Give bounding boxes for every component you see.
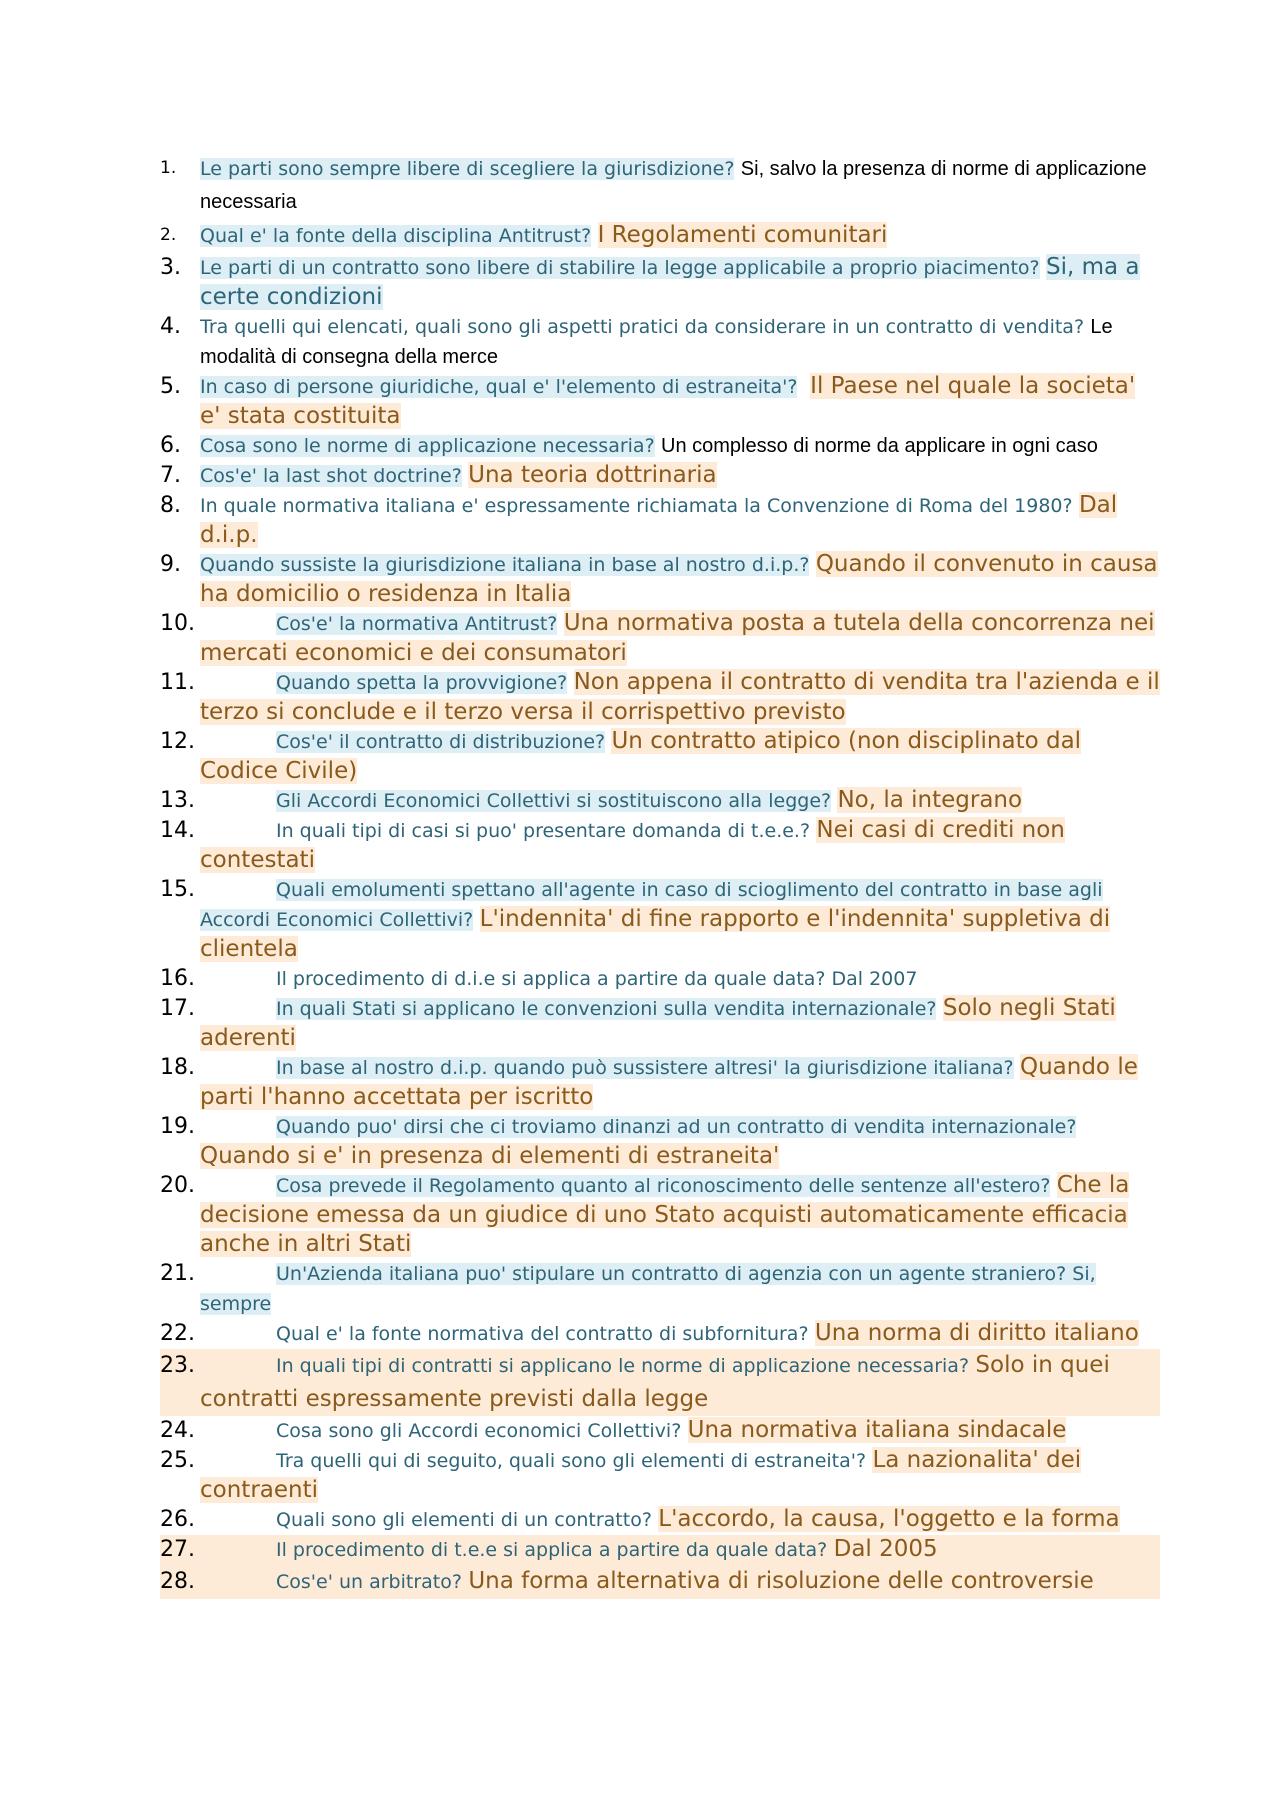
item-number: 5. (160, 374, 181, 399)
answer-text: Che la decisione emessa da un giudice di uno Stato acquisti automaticamente efficacia anche in altri Stati (200, 1172, 1130, 1257)
item-number: 1. (160, 158, 177, 178)
question-text: Cos'e' la last shot doctrine? (200, 465, 462, 487)
answer-text: Una norma di diritto italiano (814, 1320, 1139, 1346)
question-text: Qual e' la fonte normativa del contratto di subfornitura? (276, 1323, 809, 1345)
answer-text: Un contratto atipico (non disciplinato dal Codice Civile) (200, 728, 1082, 784)
answer-text: Quando le parti l'hanno accettata per iscritto (200, 1054, 1138, 1110)
question-text: Il procedimento di d.i.e si applica a partire da quale data? Dal 2007 (276, 968, 918, 990)
list-item (160, 816, 1160, 875)
list-item (160, 491, 1160, 550)
item-number: 18. (160, 1055, 195, 1080)
list-item (160, 1112, 1160, 1171)
list-item (160, 668, 1160, 727)
list-item (160, 1259, 1160, 1319)
answer-text: Dal d.i.p. (200, 492, 1118, 548)
item-number: 9. (160, 552, 181, 577)
item-number: 20. (160, 1173, 195, 1198)
answer-text: Si, salvo la presenza di norme di applicazione necessaria (200, 158, 1147, 213)
item-number: 3. (160, 255, 181, 280)
question-text: Tra quelli qui elencati, quali sono gli aspetti pratici da considerare in un contratto di vendita? (200, 316, 1085, 338)
answer-text: Il Paese nel quale la societa' e' stata costituita (200, 373, 1136, 429)
question-text: Il procedimento di t.e.e si applica a partire da quale data? (276, 1539, 828, 1561)
answer-text: Solo in quei contratti espressamente previsti dalla legge (200, 1352, 1110, 1412)
item-number: 23. (160, 1353, 195, 1378)
list-item (160, 786, 1160, 816)
question-text: In quali tipi di contratti si applicano le norme di applicazione necessaria? (276, 1355, 970, 1377)
question-text: In caso di persone giuridiche, qual e' l'elemento di estraneita'? (200, 376, 798, 398)
list-item (160, 431, 1160, 461)
item-number: 15. (160, 877, 195, 902)
question-text: Cos'e' la normativa Antitrust? (276, 613, 558, 635)
item-number: 6. (160, 433, 181, 458)
list-item (160, 964, 1160, 994)
question-text: Cosa prevede il Regolamento quanto al riconoscimento delle sentenze all'estero? (276, 1175, 1051, 1197)
answer-text: L'accordo, la causa, l'oggetto e la forma (658, 1506, 1120, 1532)
question-text: In quali Stati si applicano le convenzioni sulla vendita internazionale? (276, 998, 937, 1020)
question-text: Le parti di un contratto sono libere di stabilire la legge applicabile a proprio piacimento? (200, 257, 1040, 279)
question-text: Quando sussiste la giurisdizione italiana in base al nostro d.i.p.? (200, 554, 810, 576)
list-item (160, 1319, 1160, 1349)
item-number: 16. (160, 966, 195, 991)
item-number: 14. (160, 818, 195, 843)
answer-text: Quando il convenuto in causa ha domicilio o residenza in Italia (200, 551, 1158, 607)
item-number: 7. (160, 463, 181, 488)
list-item (160, 727, 1160, 786)
question-text: Cos'e' il contratto di distribuzione? (276, 731, 606, 753)
list-item (160, 1535, 1160, 1565)
question-text: In base al nostro d.i.p. quando può sussistere altresi' la giurisdizione italiana? (276, 1057, 1014, 1079)
question-text: In quale normativa italiana e' espressamente richiamata la Convenzione di Roma del 1980? (200, 495, 1073, 517)
list-item (160, 875, 1160, 964)
item-number: 10. (160, 611, 195, 636)
question-text: Cos'e' un arbitrato? (276, 1571, 462, 1593)
list-item (160, 1505, 1160, 1535)
item-number: 13. (160, 788, 195, 813)
list-item (160, 994, 1160, 1053)
list-item (160, 1171, 1160, 1259)
answer-text: Quando si e' in presenza di elementi di estraneita' (200, 1143, 780, 1169)
question-text: Quando spetta la provvigione? (276, 672, 568, 694)
answer-text: I Regolamenti comunitari (597, 222, 888, 248)
question-text: Quando puo' dirsi che ci troviamo dinanzi ad un contratto di vendita internazionale? (276, 1116, 1077, 1138)
list-item (160, 1446, 1160, 1505)
question-text: Cosa sono le norme di applicazione necessaria? (200, 435, 655, 457)
list-item (160, 1053, 1160, 1112)
list-item (160, 550, 1160, 609)
question-text: Quali sono gli elementi di un contratto? (276, 1509, 652, 1531)
list-item (160, 1416, 1160, 1446)
item-number: 22. (160, 1321, 195, 1346)
question-text: Qual e' la fonte della disciplina Antitrust? (200, 225, 592, 247)
answer-text: Non appena il contratto di vendita tra l'azienda e il terzo si conclude e il terzo versa il corrispettivo previsto (200, 669, 1160, 725)
answer-text: L'indennita' di fine rapporto e l'indennita' suppletiva di clientela (200, 906, 1111, 962)
list-item (160, 609, 1160, 668)
item-number: 24. (160, 1418, 195, 1443)
question-text: Quali emolumenti spettano all'agente in caso di scioglimento del contratto in base agli Accordi Economici Collettivi? (200, 879, 1103, 931)
answer-text: Solo negli Stati aderenti (200, 995, 1116, 1051)
question-text: Cosa sono gli Accordi economici Collettivi? (276, 1420, 682, 1442)
item-number: 26. (160, 1507, 195, 1532)
answer-text: Dal 2005 (833, 1536, 938, 1562)
question-text: Tra quelli qui di seguito, quali sono gli elementi di estraneita'? (276, 1450, 867, 1472)
list-item (160, 372, 1160, 431)
answer-text: Una teoria dottrinaria (468, 462, 717, 488)
item-number: 28. (160, 1569, 195, 1594)
item-number: 8. (160, 493, 181, 518)
question-text: In quali tipi di casi si puo' presentare domanda di t.e.e.? (276, 820, 811, 842)
answer-text: Si, ma a certe condizioni (200, 254, 1140, 310)
answer-text: No, la integrano (837, 787, 1023, 813)
list-item (160, 312, 1160, 372)
list-item (160, 1349, 1160, 1416)
question-text: Un'Azienda italiana puo' stipulare un contratto di agenzia con un agente straniero? Si, sempre (200, 1263, 1096, 1315)
question-text: Le parti sono sempre libere di scegliere la giurisdizione? (200, 158, 735, 180)
answer-text: La nazionalita' dei contraenti (200, 1447, 1082, 1503)
qa-list (160, 152, 1160, 1599)
item-number: 27. (160, 1537, 195, 1562)
item-number: 11. (160, 670, 195, 695)
question-text: Gli Accordi Economici Collettivi si sostituiscono alla legge? (276, 790, 832, 812)
answer-text: Una forma alternativa di risoluzione delle controversie (468, 1568, 1094, 1594)
list-item (160, 1565, 1160, 1599)
item-number: 12. (160, 729, 195, 754)
answer-text: Le modalità di consegna della merce (200, 316, 1113, 368)
list-item (160, 152, 1160, 218)
list-item (160, 218, 1160, 253)
item-number: 17. (160, 996, 195, 1021)
answer-text: Una normativa italiana sindacale (687, 1417, 1067, 1443)
answer-text: Nei casi di crediti non contestati (200, 817, 1065, 873)
list-item (160, 461, 1160, 491)
list-item (160, 253, 1160, 312)
answer-text: Una normativa posta a tutela della concorrenza nei mercati economici e dei consumatori (200, 610, 1155, 666)
item-number: 19. (160, 1114, 195, 1139)
answer-text: Un complesso di norme da applicare in ogni caso (661, 435, 1098, 457)
item-number: 25. (160, 1448, 195, 1473)
item-number: 21. (160, 1261, 195, 1286)
item-number: 4. (160, 314, 181, 339)
item-number: 2. (160, 225, 177, 245)
